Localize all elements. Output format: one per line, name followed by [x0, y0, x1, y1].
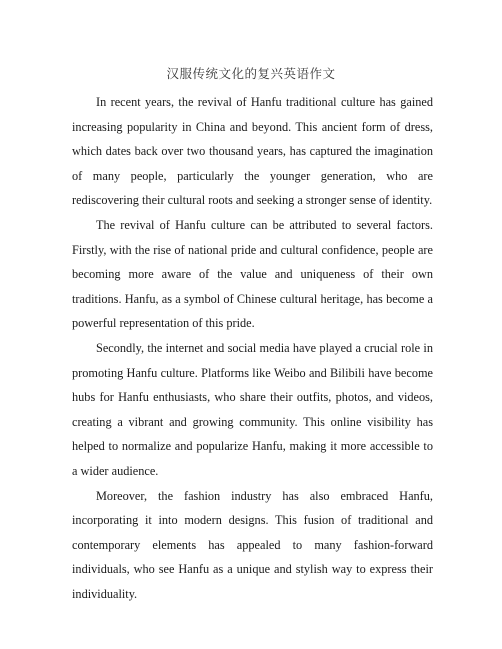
document-body [72, 90, 433, 606]
paragraph-2: The revival of Hanfu culture can be attributed to several factors. Firstly, with the rise of national pride and cultural confidence, people are becoming more aware of the value and uniqueness of their own traditions. Hanfu, as a symbol of Chinese cultural heritage, has become a powerful representation of this pride. [72, 217, 433, 331]
paragraph-3: Secondly, the internet and social media have played a crucial role in promoting Hanfu culture. Platforms like Weibo and Bilibili have become hubs for Hanfu enthusiasts, who share their outfits, photos, and videos, creating a vibrant and growing community. This online visibility has helped to normalize and popularize Hanfu, making it more accessible to a wider audience. [72, 340, 433, 478]
paragraph-1: In recent years, the revival of Hanfu traditional culture has gained increasing popularity in China and beyond. This ancient form of dress, which dates back over two thousand years, has captured the imagination of many people, particularly the younger generation, who are rediscovering their cultural roots and seeking a stronger sense of identity. [72, 95, 433, 208]
document-title: 汉服传统文化的复兴英语作文 [166, 66, 336, 81]
paragraph-4: Moreover, the fashion industry has also embraced Hanfu, incorporating it into modern designs. This fusion of traditional and contemporary elements has appealed to many fashion-forward individuals, who see Hanfu as a unique and stylish way to express their individuality. [72, 488, 433, 601]
